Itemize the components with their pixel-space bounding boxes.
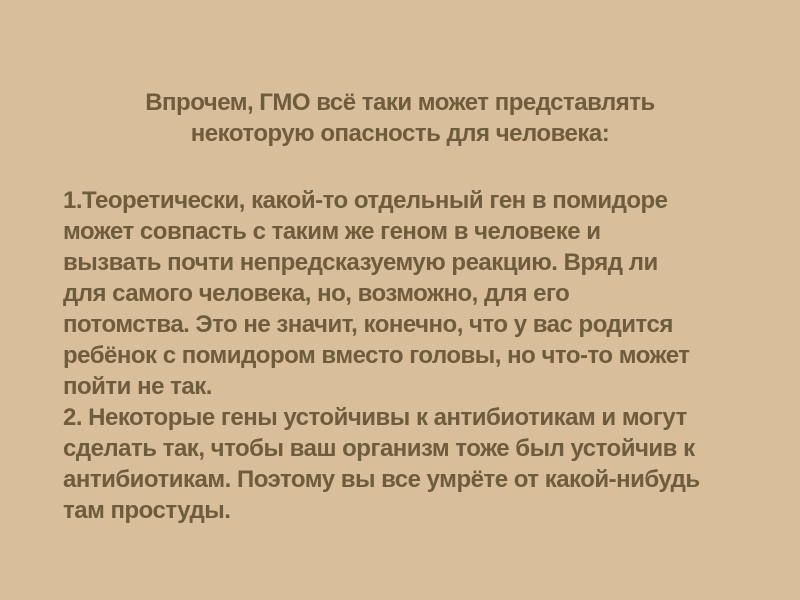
text-line: антибиотикам. Поэтому вы все умрёте от какой-нибудь bbox=[63, 466, 700, 493]
slide-title bbox=[0, 87, 800, 149]
text-line: некоторую опасность для человека: bbox=[190, 120, 610, 147]
text-line: Впрочем, ГМО всё таки может представлять bbox=[145, 89, 655, 116]
text-line: ребёнок с помидором вместо головы, но что-то может bbox=[63, 342, 690, 369]
text-line: 2. Некоторые гены устойчивы к антибиотикам и могут bbox=[63, 404, 687, 431]
text-line: пойти не так. bbox=[63, 373, 212, 400]
slide-body-text bbox=[63, 185, 773, 526]
text-line: потомства. Это не значит, конечно, что у вас родится bbox=[63, 311, 673, 338]
text-line: там простуды. bbox=[63, 497, 231, 524]
text-line: для самого человека, но, возможно, для его bbox=[63, 280, 570, 307]
text-line: сделать так, чтобы ваш организм тоже был устойчив к bbox=[63, 435, 695, 462]
text-line: может совпасть с таким же геном в человеке и bbox=[63, 218, 601, 245]
text-line: 1.Теоретически, какой-то отдельный ген в помидоре bbox=[63, 187, 668, 214]
text-line: вызвать почти непредсказуемую реакцию. Вряд ли bbox=[63, 249, 658, 276]
